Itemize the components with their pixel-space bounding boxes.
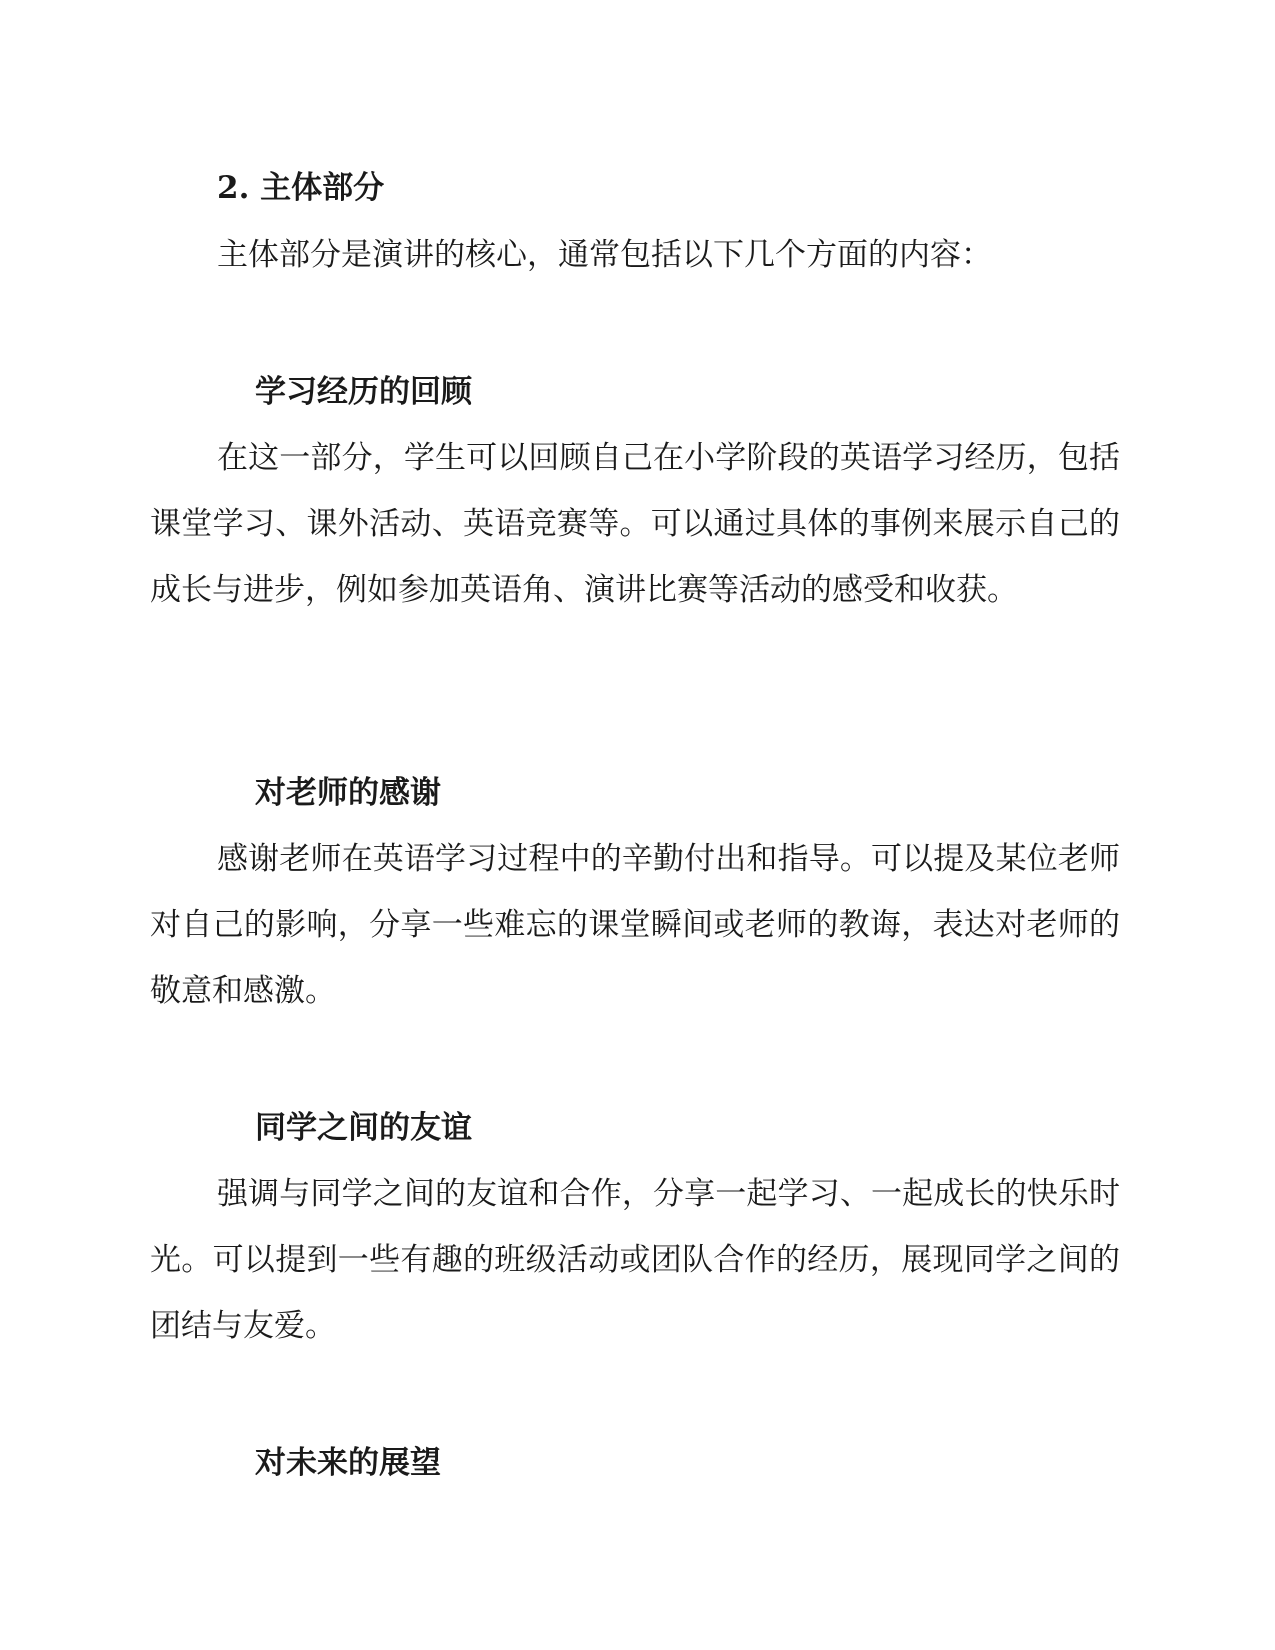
subsection-body-classmate-friendship: 强调与同学之间的友谊和合作，分享一起学习、一起成长的快乐时光。可以提到一些有趣的班级活动或团队合作的经历，展现同学之间的团结与友爱。 <box>150 1176 1120 1344</box>
intro-paragraph: 主体部分是演讲的核心，通常包括以下几个方面的内容： <box>217 237 992 273</box>
subsection-heading-classmate-friendship: 同学之间的友谊 <box>255 1110 472 1146</box>
subsection-body-teacher-thanks: 感谢老师在英语学习过程中的辛勤付出和指导。可以提及某位老师对自己的影响，分享一些难忘的课堂瞬间或老师的教诲，表达对老师的敬意和感激。 <box>150 841 1120 1009</box>
subsection-heading-learning-review: 学习经历的回顾 <box>255 374 472 410</box>
subsection-heading-future-outlook: 对未来的展望 <box>255 1445 441 1481</box>
subsection-body-learning-review: 在这一部分，学生可以回顾自己在小学阶段的英语学习经历，包括课堂学习、课外活动、英语竞赛等。可以通过具体的事例来展示自己的成长与进步，例如参加英语角、演讲比赛等活动的感受和收获。 <box>150 440 1120 608</box>
section-heading: 2. 主体部分 <box>217 170 385 206</box>
subsection-heading-teacher-thanks: 对老师的感谢 <box>255 775 441 811</box>
